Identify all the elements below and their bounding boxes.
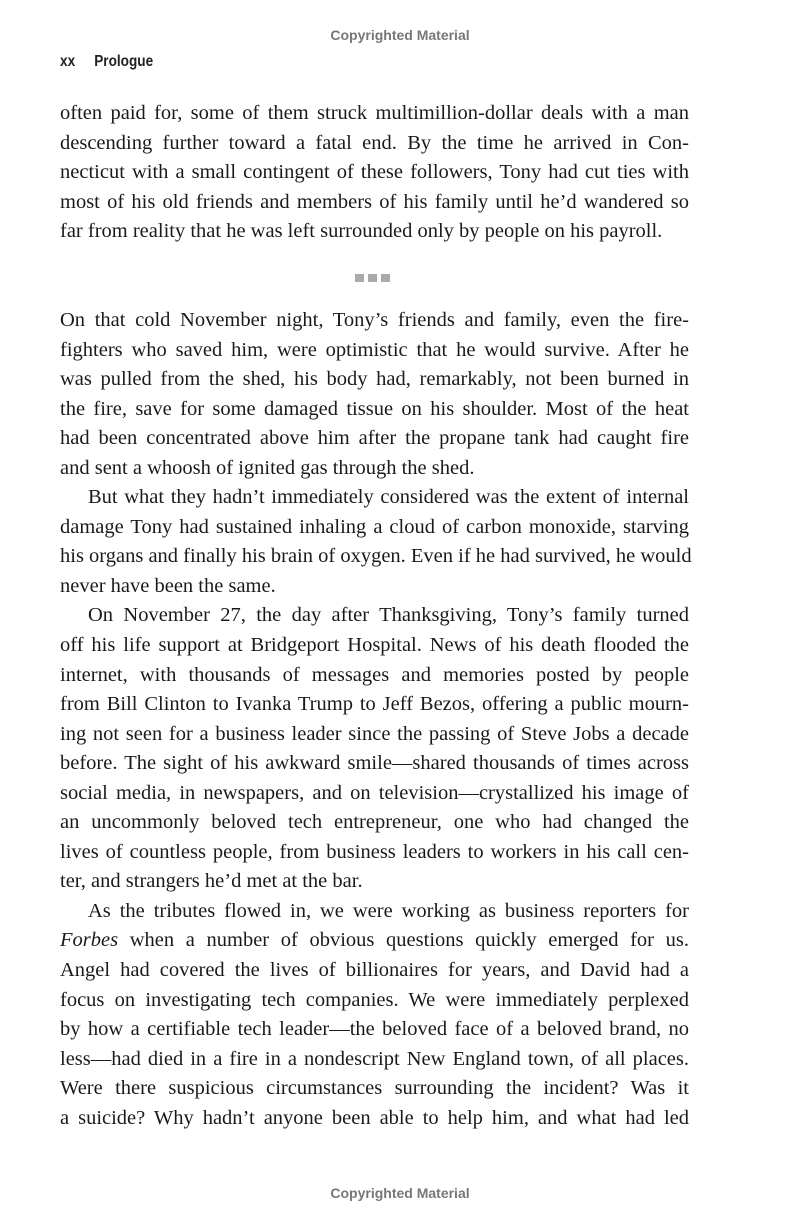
text-line: his organs and finally his brain of oxygen. Even if he had survived, he would — [60, 545, 692, 568]
copyright-watermark-bottom: Copyrighted Material — [330, 1185, 470, 1201]
text-line: before. The sight of his awkward smile—shared thousands of times across — [60, 752, 689, 775]
text-line: lives of countless people, from business leaders to workers in his call cen- — [60, 840, 689, 863]
paragraph — [60, 601, 689, 896]
paragraph — [60, 306, 689, 483]
text-line: necticut with a small contingent of these followers, Tony had cut ties with — [60, 161, 689, 184]
text-line: an uncommonly beloved tech entrepreneur, one who had changed the — [60, 811, 689, 834]
text-line: Were there suspicious circumstances surrounding the incident? Was it — [60, 1077, 689, 1100]
text-line: the fire, save for some damaged tissue on his shoulder. Most of the heat — [60, 397, 689, 420]
text-line: often paid for, some of them struck multimillion-dollar deals with a man — [60, 102, 689, 124]
paragraph — [60, 897, 689, 1133]
text-line: On November 27, the day after Thanksgiving, Tony’s family turned — [88, 604, 689, 627]
page-number: xx — [60, 53, 76, 70]
section-2-text — [60, 306, 692, 1133]
text-line: was pulled from the shed, his body had, remarkably, not been burned in — [60, 368, 689, 391]
text-line: damage Tony had sustained inhaling a cloud of carbon monoxide, starving — [60, 515, 689, 538]
text-line: internet, with thousands of messages and memories posted by people — [60, 663, 689, 686]
publication-name: Forbes — [60, 929, 119, 952]
text-line: a suicide? Why hadn’t anyone been able to help him, and what had led — [60, 1106, 689, 1129]
chapter-title: Prologue — [94, 53, 154, 70]
text-line: On that cold November night, Tony’s friends and family, even the fire- — [60, 309, 689, 331]
text-line: had been concentrated above him after the propane tank had caught fire — [60, 427, 689, 450]
text-line: focus on investigating tech companies. We were immediately perplexed — [60, 988, 689, 1011]
text-line: and sent a whoosh of ignited gas through the shed. — [60, 456, 475, 479]
text-line: As the tributes flowed in, we were working as business reporters for — [88, 899, 689, 922]
text-line: Forbes when a number of obvious questions quickly emerged for us. — [60, 929, 689, 952]
text-line: descending further toward a fatal end. By the time he arrived in Con- — [60, 131, 689, 154]
text-line: ter, and strangers he’d met at the bar. — [60, 870, 363, 893]
text-line: Angel had covered the lives of billionaires for years, and David had a — [60, 959, 689, 982]
copyright-watermark-top: Copyrighted Material — [330, 27, 470, 43]
section-break-ornament — [355, 274, 390, 282]
text-line: from Bill Clinton to Ivanka Trump to Jeff Bezos, offering a public mourn- — [60, 693, 689, 716]
text-line: social media, in newspapers, and on television—crystallized his image of — [60, 781, 689, 804]
running-head — [60, 53, 153, 71]
section-1-text — [60, 99, 689, 247]
text-line: But what they hadn’t immediately considered was the extent of internal — [88, 486, 689, 509]
paragraph — [60, 99, 689, 247]
text-line: never have been the same. — [60, 574, 276, 597]
text-line: ing not seen for a business leader since the passing of Steve Jobs a decade — [60, 722, 689, 745]
text-line: far from reality that he was left surrounded only by people on his payroll. — [60, 220, 663, 243]
text-line: off his life support at Bridgeport Hospital. News of his death flooded the — [60, 634, 689, 657]
text-line: fighters who saved him, were optimistic that he would survive. After he — [60, 338, 689, 361]
text-line: most of his old friends and members of his family until he’d wandered so — [60, 190, 689, 213]
paragraph — [60, 483, 692, 601]
text-line: less—had died in a fire in a nondescript New England town, of all places. — [60, 1047, 689, 1070]
text-line: by how a certifiable tech leader—the beloved face of a beloved brand, no — [60, 1018, 689, 1041]
